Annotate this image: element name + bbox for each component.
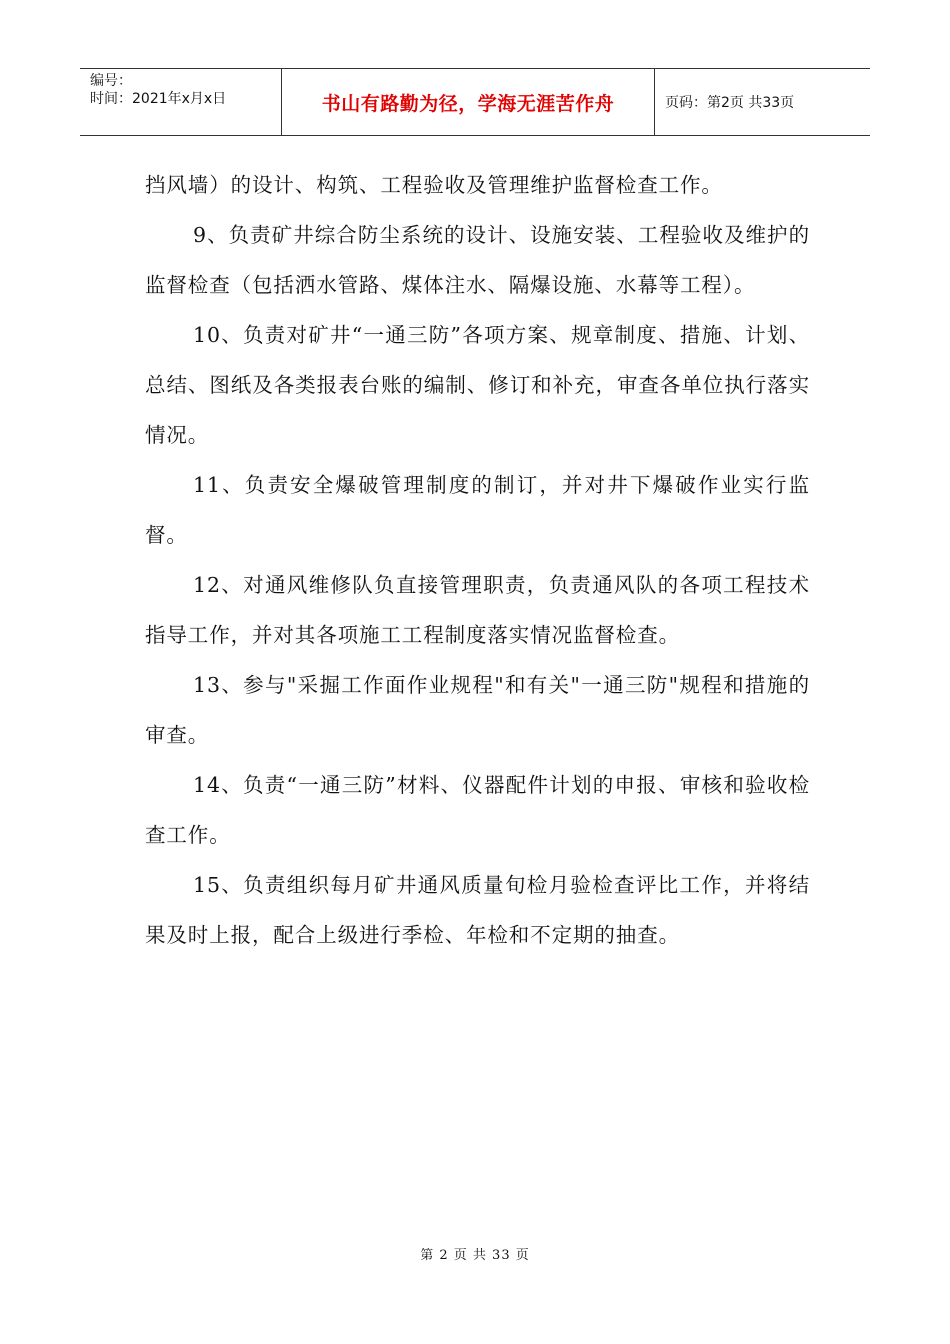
page-header (80, 68, 870, 136)
paragraph-item-12: 12、对通风维修队负直接管理职责，负责通风队的各项工程技术指导工作，并对其各项施工工程制度落实情况监督检查。 (145, 573, 810, 647)
paragraph-item-11: 11、负责安全爆破管理制度的制订，并对井下爆破作业实行监督。 (145, 473, 810, 547)
header-meta (80, 69, 282, 135)
paragraph-item-15: 15、负责组织每月矿井通风质量旬检月验检查评比工作，并将结果及时上报，配合上级进行季检、年检和不定期的抽查。 (145, 873, 810, 947)
page-footer: 第 2 页 共 33 页 (420, 1248, 530, 1263)
header-motto: 书山有路勤为径，学海无涯苦作舟 (282, 69, 655, 135)
paragraph-continuation: 挡风墙）的设计、构筑、工程验收及管理维护监督检查工作。 (145, 173, 723, 197)
paragraph-item-9: 9、负责矿井综合防尘系统的设计、设施安装、工程验收及维护的监督检查（包括洒水管路、煤体注水、隔爆设施、水幕等工程）。 (145, 223, 810, 297)
header-page-info: 页码：第2页 共33页 (665, 95, 795, 111)
document-date-label: 时间：2021年x月x日 (90, 91, 227, 107)
paragraph-item-13: 13、参与"采掘工作面作业规程"和有关"一通三防"规程和措施的审查。 (145, 673, 810, 747)
paragraph-item-14: 14、负责“一通三防”材料、仪器配件计划的申报、审核和验收检查工作。 (145, 773, 810, 847)
document-body (145, 160, 810, 960)
document-number-label: 编号： (90, 73, 132, 89)
paragraph-item-10: 10、负责对矿井“一通三防”各项方案、规章制度、措施、计划、总结、图纸及各类报表台账的编制、修订和补充，审查各单位执行落实情况。 (145, 323, 810, 447)
